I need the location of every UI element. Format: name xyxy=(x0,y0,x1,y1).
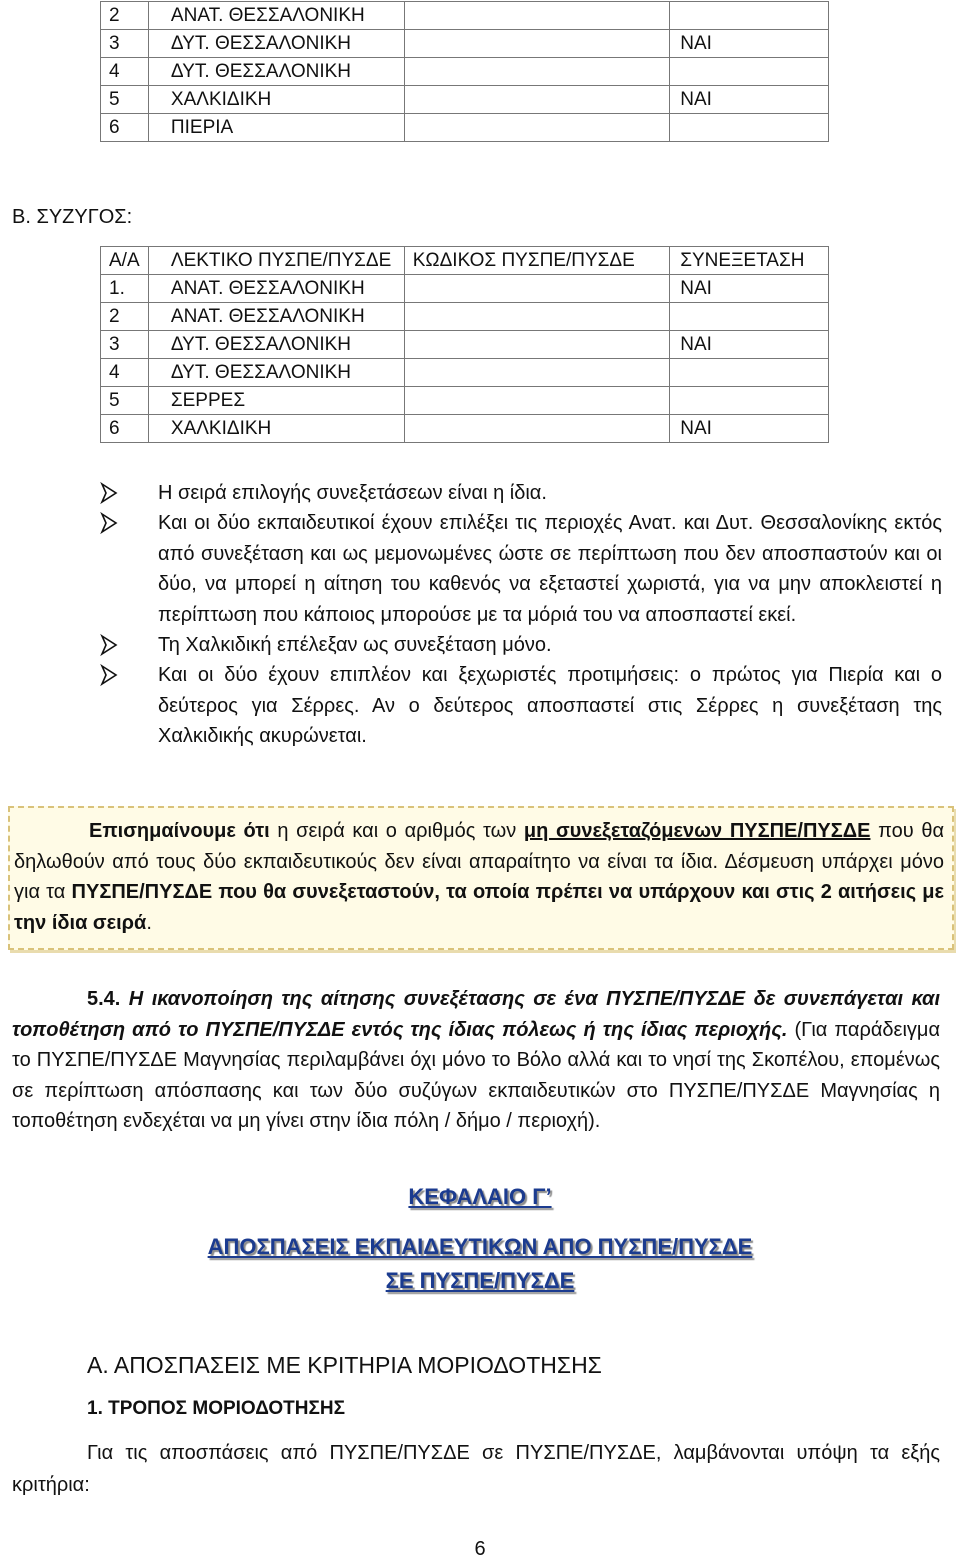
notice-span: Δέσμευση υπάρχει μόνο για τα xyxy=(14,850,944,903)
header-combo: ΣΥΝΕΞΕΤΑΣΗ xyxy=(670,247,829,275)
cell-combo xyxy=(670,387,829,415)
arrow-bullet-icon xyxy=(100,660,120,690)
spouse-label: Β. ΣΥΖΥΓΟΣ: xyxy=(12,206,133,228)
arrow-bullet-icon xyxy=(100,630,120,660)
cell-combo: ΝΑΙ xyxy=(670,331,829,359)
cell-num: 6 xyxy=(101,114,149,142)
cell-num: 3 xyxy=(101,30,149,58)
arrow-bullet-icon xyxy=(100,478,120,508)
table-row xyxy=(101,2,829,30)
page-number: 6 xyxy=(474,1538,486,1560)
cell-area: ΔΥΤ. ΘΕΣΣΑΛΟΝΙΚΗ xyxy=(148,331,404,359)
section-heading: Η ικανοποίηση της αίτησης συνεξέτασης σε ένα ΠΥΣΠΕ/ΠΥΣΔΕ δε συνεπάγεται και τοποθέτηση από το ΠΥΣΠΕ/ΠΥΣΔΕ εντός της ίδιας πόλεως ή της ίδιας περιοχής. xyxy=(12,988,940,1041)
applicant-areas-table xyxy=(100,1,829,142)
subsection-heading: 1. ΤΡΟΠΟΣ ΜΟΡΙΟΔΟΤΗΣΗΣ xyxy=(87,1398,345,1419)
header-area: ΛΕΚΤΙΚΟ ΠΥΣΠΕ/ΠΥΣΔΕ xyxy=(148,247,404,275)
cell-area: ΧΑΛΚΙΔΙΚΗ xyxy=(148,415,404,443)
cell-num: 1. xyxy=(101,275,149,303)
cell-num: 2 xyxy=(101,303,149,331)
cell-area: ΑΝΑΤ. ΘΕΣΣΑΛΟΝΙΚΗ xyxy=(148,303,404,331)
cell-combo: ΝΑΙ xyxy=(670,275,829,303)
cell-area: ΔΥΤ. ΘΕΣΣΑΛΟΝΙΚΗ xyxy=(148,30,404,58)
list-item xyxy=(100,478,942,508)
notice-emphasis: , τα οποία πρέπει να υπάρχουν και στις 2 αιτήσεις με την ίδια σειρά xyxy=(14,881,945,934)
header-code: ΚΩΔΙΚΟΣ ΠΥΣΠΕ/ΠΥΣΔΕ xyxy=(404,247,670,275)
header-num: Α/Α xyxy=(101,247,149,275)
section-5-4 xyxy=(12,984,940,1137)
table-row xyxy=(101,387,829,415)
bullet-text: Τη Χαλκιδική επέλεξαν ως συνεξέταση μόνο. xyxy=(158,634,552,657)
bullet-text: Η σειρά επιλογής συνεξετάσεων είναι η ίδια. xyxy=(158,482,547,504)
cell-code xyxy=(404,114,669,142)
cell-code xyxy=(404,275,670,303)
cell-combo xyxy=(670,359,829,387)
table-row xyxy=(101,331,829,359)
cell-num: 3 xyxy=(101,331,149,359)
intro-paragraph xyxy=(12,1437,940,1501)
cell-code xyxy=(404,303,670,331)
cell-combo: ΝΑΙ xyxy=(670,30,829,58)
cell-combo: ΝΑΙ xyxy=(670,415,829,443)
list-item xyxy=(100,508,942,630)
intro-text: Για τις αποσπάσεις από ΠΥΣΠΕ/ΠΥΣΔΕ σε ΠΥΣΠΕ/ΠΥΣΔΕ, λαμβάνονται υπόψη τα εξής κριτήρια: xyxy=(12,1442,940,1496)
cell-code xyxy=(404,331,670,359)
notice-span: . xyxy=(146,911,152,934)
cell-code xyxy=(404,359,670,387)
cell-code xyxy=(404,415,670,443)
spouse-areas-table xyxy=(100,246,829,443)
table-row xyxy=(101,58,829,86)
section-number: 5.4. xyxy=(87,988,121,1010)
cell-area: ΠΙΕΡΙΑ xyxy=(148,114,404,142)
cell-num: 5 xyxy=(101,387,149,415)
cell-area: ΧΑΛΚΙΔΙΚΗ xyxy=(148,86,404,114)
cell-code xyxy=(404,30,669,58)
table-row xyxy=(101,86,829,114)
notice-emphasis: ΠΥΣΠΕ/ΠΥΣΔΕ που θα συνεξεταστούν xyxy=(71,881,435,903)
cell-area: ΣΕΡΡΕΣ xyxy=(148,387,404,415)
cell-num: 4 xyxy=(101,359,149,387)
table-row xyxy=(101,359,829,387)
notice-span: που θα δηλωθούν από τους δύο εκπαιδευτικούς δεν είναι απαραίτητο να είναι τα ίδια. xyxy=(14,820,945,873)
cell-area: ΑΝΑΤ. ΘΕΣΣΑΛΟΝΙΚΗ xyxy=(148,275,404,303)
bullet-list xyxy=(100,478,942,752)
list-item xyxy=(100,630,942,660)
cell-code xyxy=(404,387,670,415)
cell-num: 5 xyxy=(101,86,149,114)
chapter-title: ΚΕΦΑΛΑΙΟ Γ’ xyxy=(408,1184,552,1209)
notice-box xyxy=(8,806,954,950)
cell-combo xyxy=(670,58,829,86)
table-row xyxy=(101,303,829,331)
chapter-subtitle-1: ΑΠΟΣΠΑΣΕΙΣ ΕΚΠΑΙΔΕΥΤΙΚΩΝ ΑΠΟ ΠΥΣΠΕ/ΠΥΣΔΕ xyxy=(207,1234,753,1259)
notice-span: η σειρά και ο αριθμός των xyxy=(269,820,524,842)
cell-combo: ΝΑΙ xyxy=(670,86,829,114)
cell-num: 2 xyxy=(101,2,149,30)
cell-num: 6 xyxy=(101,415,149,443)
cell-combo xyxy=(670,303,829,331)
arrow-bullet-icon xyxy=(100,508,120,538)
table-row xyxy=(101,114,829,142)
cell-area: ΔΥΤ. ΘΕΣΣΑΛΟΝΙΚΗ xyxy=(148,58,404,86)
cell-code xyxy=(404,58,669,86)
notice-emphasis: Επισημαίνουμε ότι xyxy=(89,820,270,842)
notice-emphasis: μη συνεξεταζόμενων ΠΥΣΠΕ/ΠΥΣΔΕ xyxy=(523,820,871,842)
cell-code xyxy=(404,2,669,30)
section-a-heading: Α. ΑΠΟΣΠΑΣΕΙΣ ΜΕ ΚΡΙΤΗΡΙΑ ΜΟΡΙΟΔΟΤΗΣΗΣ xyxy=(87,1352,602,1378)
section-body: (Για παράδειγμα το ΠΥΣΠΕ/ΠΥΣΔΕ Μαγνησίας περιλαμβάνει όχι μόνο το Βόλο αλλά και το νησί της Σκοπέλου, επομένως σε περίπτωση απόσπασης και των δύο συζύγων εκπαιδευτικών στο ΠΥΣΠΕ/ΠΥΣΔΕ Μαγνησίας η τοποθέτηση ενδεχέται να μη γίνει στην ίδια πόλη / δήμο / περιοχή). xyxy=(12,1018,941,1132)
chapter-subtitle-2: ΣΕ ΠΥΣΠΕ/ΠΥΣΔΕ xyxy=(385,1268,575,1293)
cell-combo xyxy=(670,2,829,30)
table-row xyxy=(101,30,829,58)
cell-combo xyxy=(670,114,829,142)
table-header-row xyxy=(101,247,829,275)
bullet-text: Και οι δύο έχουν επιπλέον και ξεχωριστές προτιμήσεις: ο πρώτος για Πιερία και ο δεύτερος για Σέρρες. Αν ο δεύτερος αποσπαστεί στις Σέρρες η συνεξέταση της Χαλκιδικής ακυρώνεται. xyxy=(158,664,942,748)
table-row xyxy=(101,275,829,303)
cell-num: 4 xyxy=(101,58,149,86)
table-row xyxy=(101,415,829,443)
list-item xyxy=(100,660,942,751)
cell-area: ΔΥΤ. ΘΕΣΣΑΛΟΝΙΚΗ xyxy=(148,359,404,387)
cell-code xyxy=(404,86,669,114)
notice-text xyxy=(14,816,944,938)
bullet-text: Και οι δύο εκπαιδευτικοί έχουν επιλέξει τις περιοχές Ανατ. και Δυτ. Θεσσαλονίκης εκτός από συνεξέταση και ως μεμονωμένες ώστε σε περίπτωση που δεν αποσπαστούν και οι δύο, να μπορεί η αίτηση του καθενός να εξεταστεί χωριστά, για να μην αποκλειστεί η περίπτωση που κάποιος μπορούσε με τα μόριά του να αποσπαστεί εκεί. xyxy=(158,512,942,626)
cell-area: ΑΝΑΤ. ΘΕΣΣΑΛΟΝΙΚΗ xyxy=(148,2,404,30)
